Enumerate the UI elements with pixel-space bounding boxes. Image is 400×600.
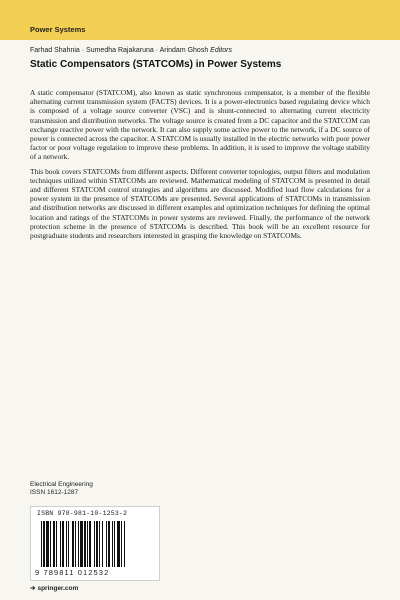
issn-label: ISSN 1612-1287 <box>30 489 79 496</box>
arrow-icon: ➔ <box>30 585 36 592</box>
description-paragraph-2: This book covers STATCOMs from different aspects. Different converter topologies, output filters and modulation techniques utilized within STATCOMs are reviewed. Mathematical modeling of STATCOM is presented in detail and different STATCOM control strategies and algorithms are discussed. Modified load flow calculations for a power system in the presence of STATCOMs are presented. Several applications of STATCOMs in transmission and distribution networks are discussed in different examples and optimization techniques for defining the optimal location and ratings of the STATCOMs in power systems are reviewed. Finally, the performance of the network protection scheme in the presence of STATCOMs is described. This book will be an excellent resource for postgraduate students and researchers interested in grasping the knowledge on STATCOMs. <box>30 166 370 241</box>
description-paragraph-1: A static compensator (STATCOM), also known as static synchronous compensator, is a member of the flexible alternating current transmission system (FACTS) devices. It is a power-electronics based regulating device which is composed of a voltage source converter (VSC) and is shunt-connected to alternating current electricity transmission and distribution networks. The voltage source is created from a DC capacitor and the STATCOM can exchange reactive power with the network. It can also supply some active power to the network, if a DC source of power is connected across the capacitor. A STATCOM is usually installed in the electric networks with poor power factor or poor voltage regulation to improve these problems. In addition, it is used to improve the voltage stability of a network. <box>30 88 370 162</box>
website-label: springer.com <box>37 585 79 592</box>
editors-label: Editors <box>210 47 232 54</box>
book-title: Static Compensators (STATCOMs) in Power Systems <box>30 59 282 70</box>
author-names: Farhad Shahnia · Sumedha Rajakaruna · Arindam Ghosh <box>30 47 209 54</box>
publisher-website <box>30 584 78 592</box>
subject-label: Electrical Engineering <box>30 481 93 488</box>
authors-line <box>30 47 232 54</box>
isbn-text: ISBN 978-981-10-1253-2 <box>37 510 128 517</box>
series-name: Power Systems <box>30 25 86 34</box>
book-description <box>30 88 370 245</box>
subject-info <box>30 481 93 497</box>
barcode-bars <box>41 521 149 567</box>
barcode-digits: 9 789811 012532 <box>35 568 110 577</box>
isbn-barcode <box>30 506 160 581</box>
series-color-band <box>0 0 400 40</box>
